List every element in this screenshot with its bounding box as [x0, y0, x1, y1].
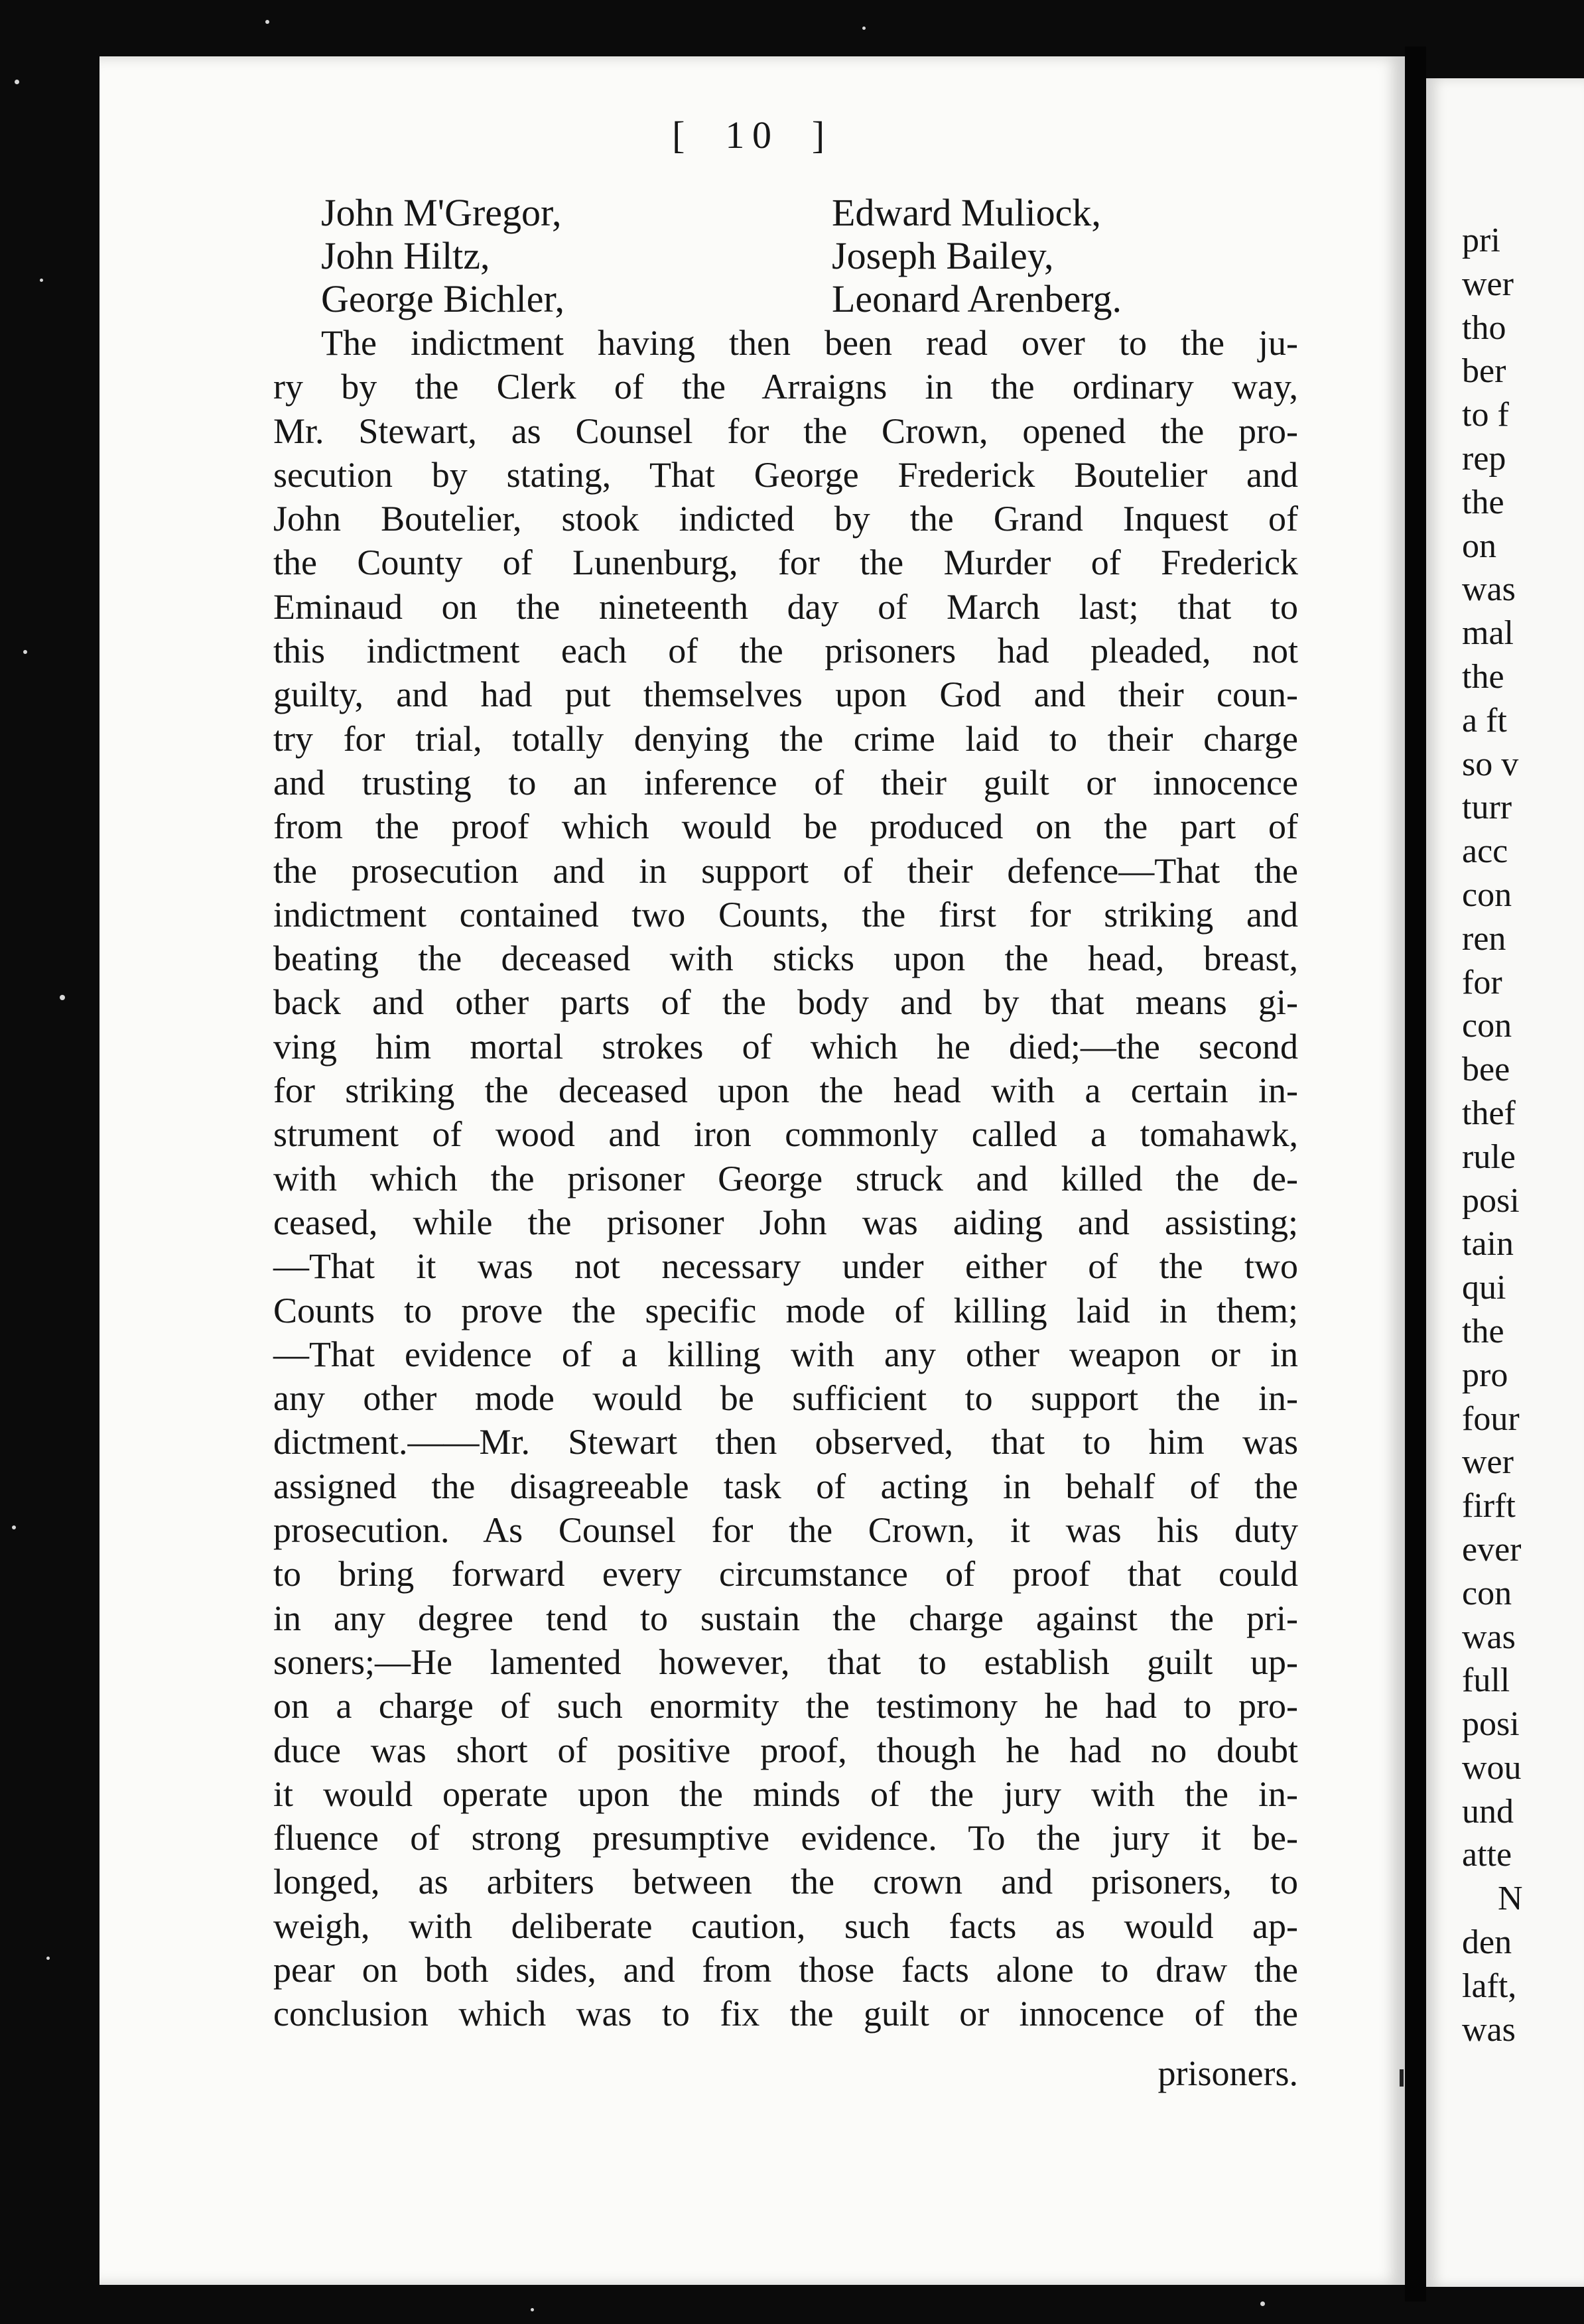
text-line: conclusion which was to fix the guilt or innocence of the [273, 1994, 1298, 2034]
text-line: pear on both sides, and from those facts alone to draw the [273, 1949, 1298, 1990]
text-line: this indictment each of the prisoners had pleaded, not [273, 631, 1298, 671]
text-line: ving him mortal strokes of which he died;—the second [273, 1026, 1298, 1066]
text-line: John Boutelier, stook indicted by the Grand Inquest of [273, 499, 1298, 539]
facing-text-line: was [1462, 1618, 1516, 1656]
facing-text-line: for [1462, 963, 1502, 1001]
text-line: Eminaud on the nineteenth day of March last; that to [273, 586, 1298, 627]
facing-text-line: to f [1462, 396, 1509, 434]
text-line: guilty, and had put themselves upon God and their coun- [273, 675, 1298, 715]
juror-name: Edward Muliock, [832, 191, 1101, 234]
text-line: ceased, while the prisoner John was aiding and assisting; [273, 1202, 1298, 1242]
text-line: fluence of strong presumptive evidence. To the jury it be- [273, 1818, 1298, 1858]
text-line: on a charge of such enormity the testimony he had to pro- [273, 1686, 1298, 1726]
facing-text-line: con [1462, 1574, 1512, 1612]
text-line: weigh, with deliberate caution, such facts as would ap- [273, 1905, 1298, 1946]
facing-text-line: was [1462, 2010, 1516, 2049]
facing-text-line: qui [1462, 1269, 1506, 1307]
text-line: in any degree tend to sustain the charge against the pri- [273, 1598, 1298, 1638]
body-text [273, 321, 1298, 2036]
facing-text-line: ren [1462, 919, 1506, 958]
text-line: Counts to prove the specific mode of killing laid in them; [273, 1290, 1298, 1330]
scan-speck [531, 2308, 534, 2311]
text-line: strument of wood and iron commonly called a tomahawk, [273, 1114, 1298, 1155]
facing-text-line: N [1498, 1880, 1523, 1918]
facing-text-line: pro [1462, 1356, 1508, 1394]
facing-text-line: atte [1462, 1836, 1512, 1874]
juror-name: George Bichler, [321, 277, 565, 320]
jury-names-row [321, 277, 1122, 320]
text-line: the County of Lunenburg, for the Murder of Frederick [273, 543, 1298, 583]
facing-text-line: pri [1462, 222, 1500, 259]
juror-name: John M'Gregor, [321, 191, 562, 234]
text-line: with which the prisoner George struck and killed the de- [273, 1158, 1298, 1198]
facing-page-text [1426, 219, 1523, 2051]
facing-text-line: thef [1462, 1094, 1516, 1132]
scan-speck [15, 80, 19, 84]
juror-name: Leonard Arenberg. [832, 277, 1122, 320]
facing-text-line: the [1462, 1312, 1504, 1350]
facing-text-line: acc [1462, 832, 1508, 871]
facing-text-line: was [1462, 570, 1516, 609]
text-line: try for trial, totally denying the crime laid to their charge [273, 718, 1298, 759]
facing-text-line: posi [1462, 1705, 1520, 1744]
facing-text-line: tho [1462, 308, 1506, 347]
scan-speck [12, 1525, 16, 1529]
text-line: dictment.——Mr. Stewart then observed, that to him was [273, 1422, 1298, 1462]
facing-text-line: wer [1462, 1443, 1514, 1482]
text-line: —That evidence of a killing with any other weapon or in [273, 1334, 1298, 1374]
catchword: prisoners. [1157, 2053, 1298, 2093]
text-line: assigned the disagreeable task of acting in behalf of the [273, 1466, 1298, 1506]
scan-speck [60, 995, 65, 1000]
text-line: —That it was not necessary under either of the two [273, 1246, 1298, 1287]
facing-text-line: the [1462, 483, 1504, 521]
facing-text-line: so v [1462, 745, 1519, 783]
facing-text-line: rep [1462, 439, 1506, 478]
text-line: beating the deceased with sticks upon the head, breast, [273, 938, 1298, 979]
scan-speck [265, 20, 269, 24]
facing-text-line: the [1462, 657, 1504, 696]
page-edge-mark [1400, 2069, 1404, 2087]
text-line: duce was short of positive proof, though he had no doubt [273, 1730, 1298, 1770]
text-line: and trusting to an inference of their guilt or innocence [273, 762, 1298, 803]
jury-names-row [321, 234, 1122, 277]
juror-name: John Hiltz, [321, 234, 490, 277]
facing-text-line: a ft [1462, 701, 1507, 740]
text-line: soners;—He lamented however, that to establish guilt up- [273, 1642, 1298, 1682]
facing-text-line: rule [1462, 1137, 1516, 1176]
facing-text-line: posi [1462, 1181, 1520, 1220]
facing-text-line: den [1462, 1923, 1512, 1962]
facing-text-line: tain [1462, 1225, 1514, 1263]
facing-text-line: firft [1462, 1487, 1516, 1525]
facing-text-line: turr [1462, 789, 1512, 827]
facing-text-line: mal [1462, 614, 1514, 653]
page-gutter [1405, 46, 1426, 2301]
scan-speck [23, 650, 27, 654]
text-line: longed, as arbiters between the crown and prisoners, to [273, 1862, 1298, 1902]
text-line: The indictment having then been read over to the ju- [321, 323, 1298, 363]
facing-text-line: ever [1462, 1530, 1522, 1569]
page-number: [ 10 ] [672, 113, 832, 157]
text-line: the prosecution and in support of their defence—That the [273, 850, 1298, 891]
text-line: from the proof which would be produced on the part of [273, 807, 1298, 847]
facing-text-line: on [1462, 527, 1496, 565]
facing-text-line: con [1462, 1007, 1512, 1045]
scan-speck [1260, 2301, 1265, 2306]
text-line: prosecution. As Counsel for the Crown, it was his duty [273, 1510, 1298, 1551]
jury-names-list [321, 191, 1122, 320]
facing-text-line: und [1462, 1792, 1514, 1831]
text-line: it would operate upon the minds of the jury with the in- [273, 1774, 1298, 1814]
text-line: any other mode would be sufficient to support the in- [273, 1378, 1298, 1419]
scan-speck [46, 1957, 50, 1960]
facing-text-line: bee [1462, 1051, 1510, 1089]
text-line: to bring forward every circumstance of proof that could [273, 1554, 1298, 1594]
text-line: indictment contained two Counts, the first for striking and [273, 894, 1298, 935]
facing-text-line: ber [1462, 352, 1506, 391]
facing-text-line: four [1462, 1399, 1520, 1438]
facing-text-line: laft, [1462, 1967, 1517, 2005]
text-line: back and other parts of the body and by that means gi- [273, 982, 1298, 1023]
text-line: ry by the Clerk of the Arraigns in the ordinary way, [273, 367, 1298, 407]
text-line: Mr. Stewart, as Counsel for the Crown, opened the pro- [273, 411, 1298, 451]
text-line: secution by stating, That George Frederick Boutelier and [273, 454, 1298, 495]
facing-text-line: con [1462, 875, 1512, 914]
juror-name: Joseph Bailey, [832, 234, 1054, 277]
facing-text-line: full [1462, 1661, 1510, 1700]
facing-text-line: wer [1462, 265, 1514, 303]
scan-speck [40, 279, 43, 282]
jury-names-row [321, 191, 1122, 234]
facing-text-line: wou [1462, 1748, 1522, 1787]
scan-speck [862, 27, 866, 30]
text-line: for striking the deceased upon the head with a certain in- [273, 1070, 1298, 1111]
